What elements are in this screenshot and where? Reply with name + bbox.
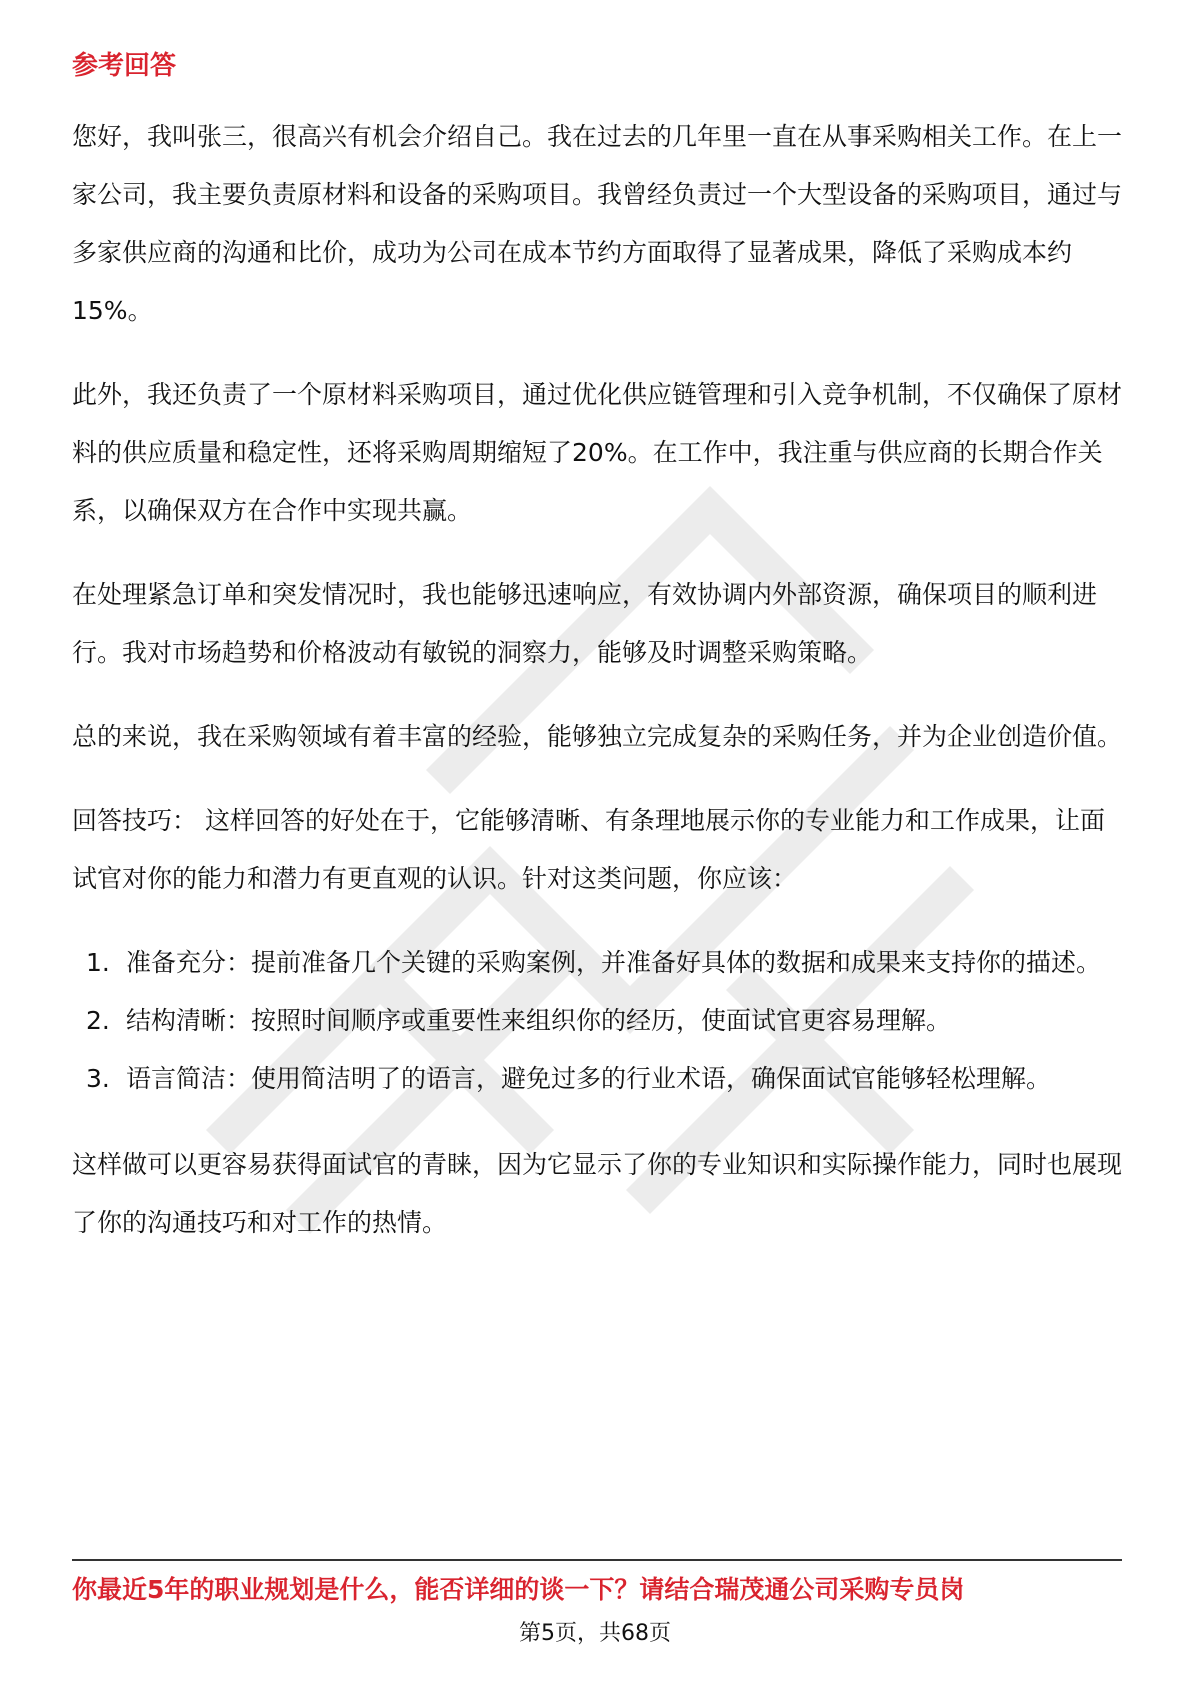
page-number: 第5页，共68页 — [519, 1621, 671, 1646]
section-title: 参考回答 — [72, 51, 177, 81]
footer-divider — [72, 1559, 1122, 1561]
list-item-text: 准备充分：提前准备几个关键的采购案例，并准备好具体的数据和成果来支持你的描述。 — [126, 948, 1102, 977]
list-item — [72, 992, 1122, 1050]
next-question-heading: 你最近5年的职业规划是什么，能否详细的谈一下？请结合瑞茂通公司采购专员岗 — [72, 1575, 965, 1604]
answer-tips: 回答技巧： 这样回答的好处在于，它能够清晰、有条理地展示你的专业能力和工作成果，让面试官对你的能力和潜力有更直观的认识。针对这类问题，你应该： — [72, 806, 1105, 893]
answer-paragraph-3: 在处理紧急订单和突发情况时，我也能够迅速响应，有效协调内外部资源，确保项目的顺利进行。我对市场趋势和价格波动有敏锐的洞察力，能够及时调整采购策略。 — [72, 580, 1098, 667]
answer-paragraph-1: 您好，我叫张三，很高兴有机会介绍自己。我在过去的几年里一直在从事采购相关工作。在上一家公司，我主要负责原材料和设备的采购项目。我曾经负责过一个大型设备的采购项目，通过与多家供应商的沟通和比价，成功为公司在成本节约方面取得了显著成果，降低了采购成本约15%。 — [72, 122, 1123, 325]
document-page — [72, 46, 1122, 1278]
list-item-number: 2. — [86, 1006, 110, 1035]
list-item-number: 3. — [86, 1064, 110, 1093]
answer-paragraph-4: 总的来说，我在采购领域有着丰富的经验，能够独立完成复杂的采购任务，并为企业创造价值。 — [72, 722, 1123, 751]
list-item — [72, 934, 1122, 992]
list-item-text: 结构清晰：按照时间顺序或重要性来组织你的经历，使面试官更容易理解。 — [126, 1006, 952, 1035]
closing-paragraph: 这样做可以更容易获得面试官的青睐，因为它显示了你的专业知识和实际操作能力，同时也展现了你的沟通技巧和对工作的热情。 — [72, 1150, 1123, 1237]
list-item — [72, 1050, 1122, 1108]
list-item-number: 1. — [86, 948, 110, 977]
answer-paragraph-2: 此外，我还负责了一个原材料采购项目，通过优化供应链管理和引入竞争机制，不仅确保了原材料的供应质量和稳定性，还将采购周期缩短了20%。在工作中，我注重与供应商的长期合作关系，以确保双方在合作中实现共赢。 — [72, 380, 1123, 525]
tips-list — [72, 934, 1122, 1108]
list-item-text: 语言简洁：使用简洁明了的语言，避免过多的行业术语，确保面试官能够轻松理解。 — [126, 1064, 1052, 1093]
